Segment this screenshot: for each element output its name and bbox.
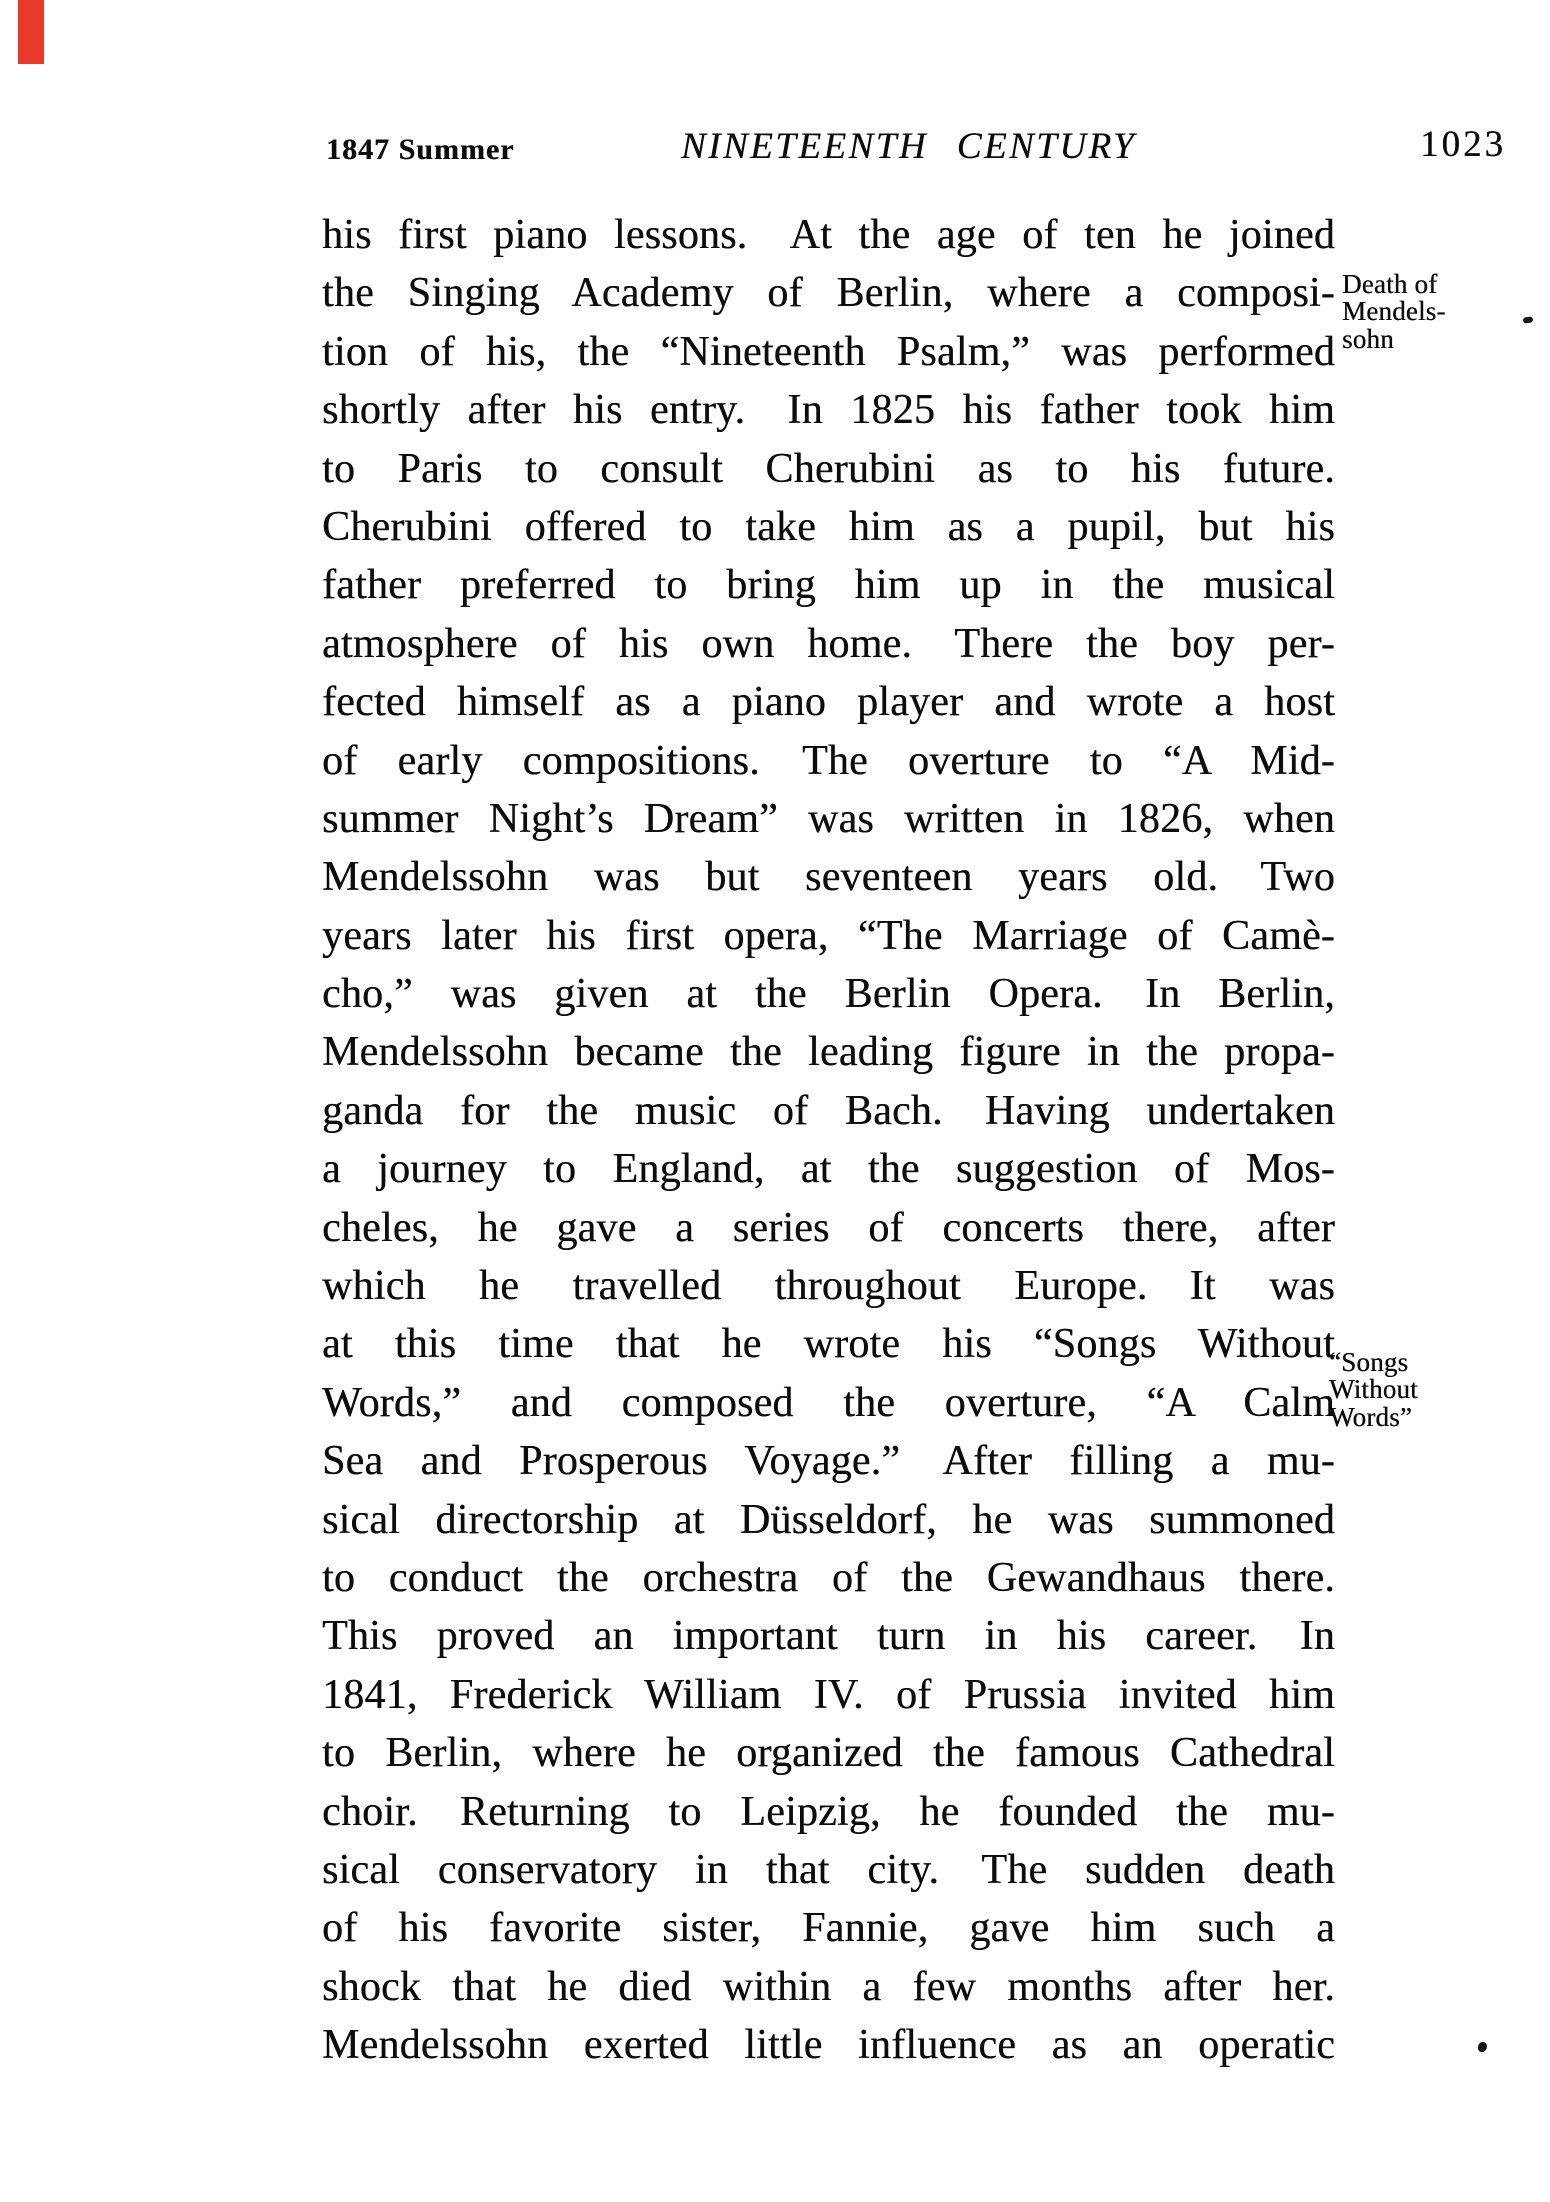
page-number: 1023	[1420, 124, 1506, 165]
text-line: to Paris to consult Cherubini as to his future.	[322, 445, 1335, 492]
text-line: years later his first opera, “The Marriage of Camè-	[322, 912, 1335, 959]
text-line: Sea and Prosperous Voyage.” After filling a mu-	[322, 1438, 1335, 1485]
text-line: ganda for the music of Bach. Having undertaken	[322, 1087, 1335, 1134]
text-line: at this time that he wrote his “Songs Without	[322, 1321, 1335, 1368]
margin-note-death-of-mendelssohn	[1342, 271, 1550, 353]
text-line: shortly after his entry. In 1825 his father took him	[322, 387, 1335, 434]
margin-note-line: Mendels-	[1342, 296, 1446, 327]
margin-note-line: Words”	[1329, 1401, 1413, 1432]
text-line: summer Night’s Dream” was written in 1826, when	[322, 795, 1335, 842]
text-line: of early compositions. The overture to “A Mid-	[322, 737, 1335, 784]
text-line: father preferred to bring him up in the musical	[322, 562, 1335, 609]
text-line: Cherubini offered to take him as a pupil, but his	[322, 503, 1335, 550]
text-line: Mendelssohn was but seventeen years old. Two	[322, 854, 1335, 901]
running-head-title: NINETEENTH CENTURY	[681, 126, 1137, 167]
text-line: Words,” and composed the overture, “A Calm	[322, 1379, 1335, 1426]
text-line: his first piano lessons. At the age of ten he joined	[322, 212, 1335, 258]
text-line: sical directorship at Düsseldorf, he was summoned	[322, 1496, 1335, 1543]
margin-note-line: Without	[1329, 1374, 1418, 1405]
text-line: which he travelled throughout Europe. It was	[322, 1263, 1335, 1310]
text-line: cheles, he gave a series of concerts there, after	[322, 1204, 1335, 1251]
running-head-date: 1847 Summer	[326, 133, 515, 166]
text-line: shock that he died within a few months after her.	[322, 1963, 1335, 2010]
text-line: atmosphere of his own home. There the boy per-	[322, 620, 1335, 667]
text-line: to conduct the orchestra of the Gewandhaus there.	[322, 1554, 1335, 1601]
text-line: a journey to England, at the suggestion of Mos-	[322, 1146, 1335, 1193]
body-text	[322, 206, 1335, 2075]
text-line: cho,” was given at the Berlin Opera. In Berlin,	[322, 971, 1335, 1018]
text-line: tion of his, the “Nineteenth Psalm,” was performed	[322, 328, 1335, 375]
margin-note-line: sohn	[1342, 323, 1394, 354]
red-bookmark-marker	[18, 0, 44, 64]
text-line: fected himself as a piano player and wrote a host	[322, 679, 1335, 726]
text-line: 1841, Frederick William IV. of Prussia invited him	[322, 1671, 1335, 1718]
text-line: of his favorite sister, Fannie, gave him such a	[322, 1905, 1335, 1952]
text-line: Mendelssohn exerted little influence as an operatic	[322, 2022, 1335, 2069]
margin-note-songs-without-words	[1329, 1349, 1539, 1431]
text-line: Mendelssohn became the leading figure in the propa-	[322, 1029, 1335, 1076]
text-line: the Singing Academy of Berlin, where a composi-	[322, 270, 1335, 317]
text-line: to Berlin, where he organized the famous Cathedral	[322, 1730, 1335, 1777]
ink-speck	[1478, 2042, 1487, 2052]
margin-note-line: “Songs	[1329, 1347, 1409, 1377]
text-line: sical conservatory in that city. The sudden death	[322, 1846, 1335, 1893]
text-line: This proved an important turn in his career. In	[322, 1613, 1335, 1660]
text-line: choir. Returning to Leipzig, he founded the mu-	[322, 1788, 1335, 1835]
margin-note-line: Death of	[1342, 269, 1438, 299]
